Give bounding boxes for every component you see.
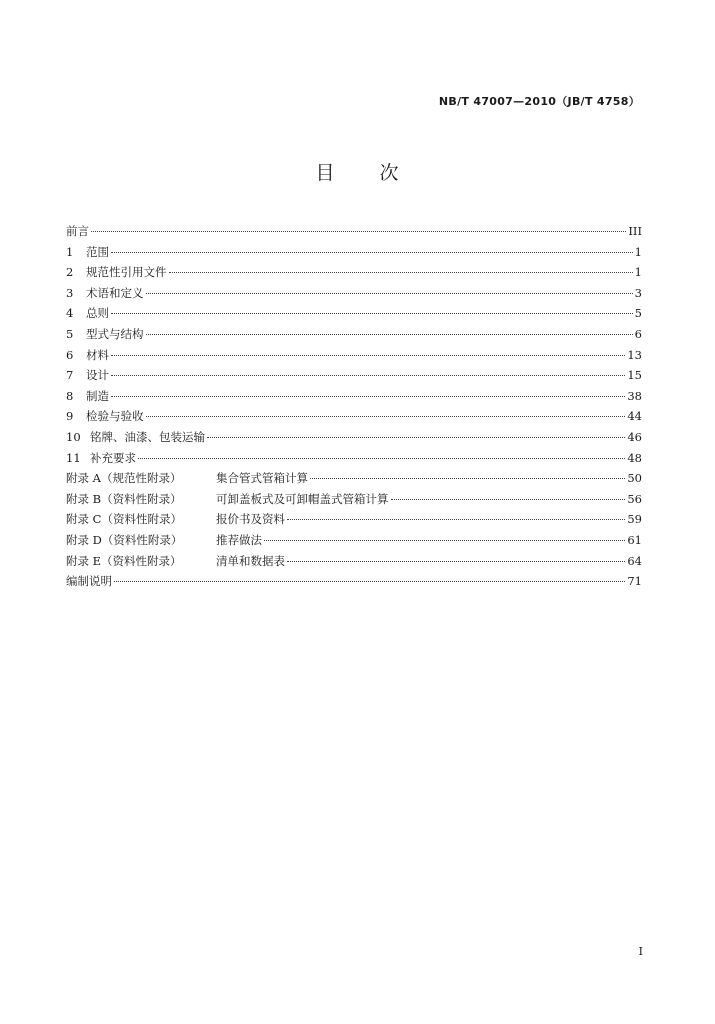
toc-entry-appendix-b[interactable] bbox=[66, 489, 642, 510]
toc-entry-number: 10 bbox=[66, 429, 81, 444]
toc-entry-page: 1 bbox=[634, 244, 642, 259]
toc-entry-inspection[interactable] bbox=[66, 406, 642, 427]
toc-entry-terms[interactable] bbox=[66, 283, 642, 304]
appendix-prefix: 附录 E（资料性附录） bbox=[66, 553, 182, 568]
toc-entry-page: III bbox=[628, 224, 642, 238]
toc-entry-page: 15 bbox=[627, 368, 642, 383]
toc-entry-number: 5 bbox=[66, 326, 74, 341]
toc-entry-page: 1 bbox=[634, 265, 642, 280]
toc-entry-page: 5 bbox=[634, 306, 642, 321]
toc-entry-page: 38 bbox=[627, 388, 642, 403]
toc-entry-page: 6 bbox=[634, 326, 642, 341]
toc-title-char-2: 次 bbox=[379, 162, 400, 184]
toc-entry-appendix-d[interactable] bbox=[66, 530, 642, 551]
toc-entry-label: 检验与验收 bbox=[86, 409, 144, 424]
toc-entry-types-structure[interactable] bbox=[66, 324, 642, 345]
toc-entry-page: 50 bbox=[627, 471, 642, 486]
toc-entry-nameplate[interactable] bbox=[66, 427, 642, 448]
toc-entry-label: 材料 bbox=[86, 347, 109, 362]
toc-entry-label: 补充要求 bbox=[90, 450, 136, 465]
toc-entry-explanatory-notes[interactable] bbox=[66, 571, 642, 592]
toc-entry-appendix-e[interactable] bbox=[66, 551, 642, 572]
dot-leader bbox=[310, 477, 625, 479]
dot-leader bbox=[111, 395, 625, 397]
dot-leader bbox=[146, 292, 633, 294]
dot-leader bbox=[207, 436, 625, 438]
toc-entry-manufacture[interactable] bbox=[66, 386, 642, 407]
table-of-contents bbox=[66, 221, 642, 592]
appendix-prefix: 附录 C（资料性附录） bbox=[66, 512, 182, 527]
dot-leader bbox=[287, 518, 625, 520]
appendix-prefix: 附录 D（资料性附录） bbox=[66, 532, 183, 547]
toc-entry-number: 4 bbox=[66, 306, 74, 321]
toc-entry-page: 48 bbox=[627, 450, 642, 465]
dot-leader bbox=[91, 230, 626, 232]
toc-entry-supplementary[interactable] bbox=[66, 448, 642, 469]
toc-entry-label: 清单和数据表 bbox=[216, 553, 285, 568]
toc-entry-normative-references[interactable] bbox=[66, 262, 642, 283]
toc-entry-label: 型式与结构 bbox=[86, 326, 144, 341]
toc-entry-page: 71 bbox=[627, 574, 642, 589]
appendix-prefix: 附录 A（规范性附录） bbox=[66, 471, 182, 486]
dot-leader bbox=[264, 539, 625, 541]
dot-leader bbox=[111, 312, 633, 314]
toc-entry-label: 编制说明 bbox=[66, 574, 112, 589]
toc-entry-number: 3 bbox=[66, 285, 74, 300]
toc-entry-page: 59 bbox=[627, 512, 642, 527]
toc-entry-appendix-c[interactable] bbox=[66, 509, 642, 530]
dot-leader bbox=[146, 333, 633, 335]
toc-entry-number: 11 bbox=[66, 450, 81, 465]
toc-entry-page: 64 bbox=[627, 553, 642, 568]
toc-entry-page: 61 bbox=[627, 532, 642, 547]
dot-leader bbox=[138, 457, 625, 459]
toc-entry-number: 7 bbox=[66, 368, 74, 383]
toc-entry-page: 13 bbox=[627, 347, 642, 362]
toc-entry-label: 制造 bbox=[86, 388, 109, 403]
toc-title-char-1: 目 bbox=[315, 162, 336, 184]
toc-entry-materials[interactable] bbox=[66, 345, 642, 366]
toc-entry-label: 范围 bbox=[86, 244, 109, 259]
toc-entry-label: 总则 bbox=[86, 306, 109, 321]
toc-entry-label: 设计 bbox=[86, 368, 109, 383]
toc-entry-label: 推荐做法 bbox=[216, 532, 262, 547]
dot-leader bbox=[111, 374, 625, 376]
toc-entry-appendix-a[interactable] bbox=[66, 468, 642, 489]
toc-entry-general[interactable] bbox=[66, 303, 642, 324]
appendix-prefix: 附录 B（资料性附录） bbox=[66, 491, 182, 506]
dot-leader bbox=[111, 354, 625, 356]
toc-entry-number: 9 bbox=[66, 409, 74, 424]
dot-leader bbox=[391, 498, 626, 500]
toc-entry-label: 术语和定义 bbox=[86, 285, 144, 300]
toc-entry-number: 2 bbox=[66, 265, 74, 280]
toc-entry-label: 集合管式管箱计算 bbox=[216, 471, 308, 486]
toc-entry-number: 6 bbox=[66, 347, 74, 362]
toc-entry-label: 铭牌、油漆、包装运输 bbox=[90, 429, 205, 444]
toc-entry-page: 46 bbox=[627, 429, 642, 444]
page-number: I bbox=[638, 945, 643, 958]
dot-leader bbox=[287, 560, 625, 562]
dot-leader bbox=[169, 271, 633, 273]
toc-entry-label: 报价书及资料 bbox=[216, 512, 285, 527]
dot-leader bbox=[114, 580, 625, 582]
toc-entry-number: 8 bbox=[66, 388, 74, 403]
toc-entry-label: 可卸盖板式及可卸帽盖式管箱计算 bbox=[216, 491, 389, 506]
dot-leader bbox=[111, 251, 633, 253]
toc-entry-number: 1 bbox=[66, 244, 74, 259]
toc-entry-page: 3 bbox=[634, 285, 642, 300]
document-code: NB/T 47007—2010（JB/T 4758） bbox=[438, 95, 640, 108]
toc-entry-page: 56 bbox=[627, 491, 642, 506]
toc-entry-label: 规范性引用文件 bbox=[86, 265, 167, 280]
dot-leader bbox=[146, 415, 626, 417]
toc-entry-design[interactable] bbox=[66, 365, 642, 386]
toc-entry-page: 44 bbox=[627, 409, 642, 424]
toc-entry-preface[interactable] bbox=[66, 221, 642, 242]
toc-entry-label: 前言 bbox=[66, 224, 89, 238]
toc-title bbox=[0, 158, 715, 185]
toc-entry-scope[interactable] bbox=[66, 242, 642, 263]
